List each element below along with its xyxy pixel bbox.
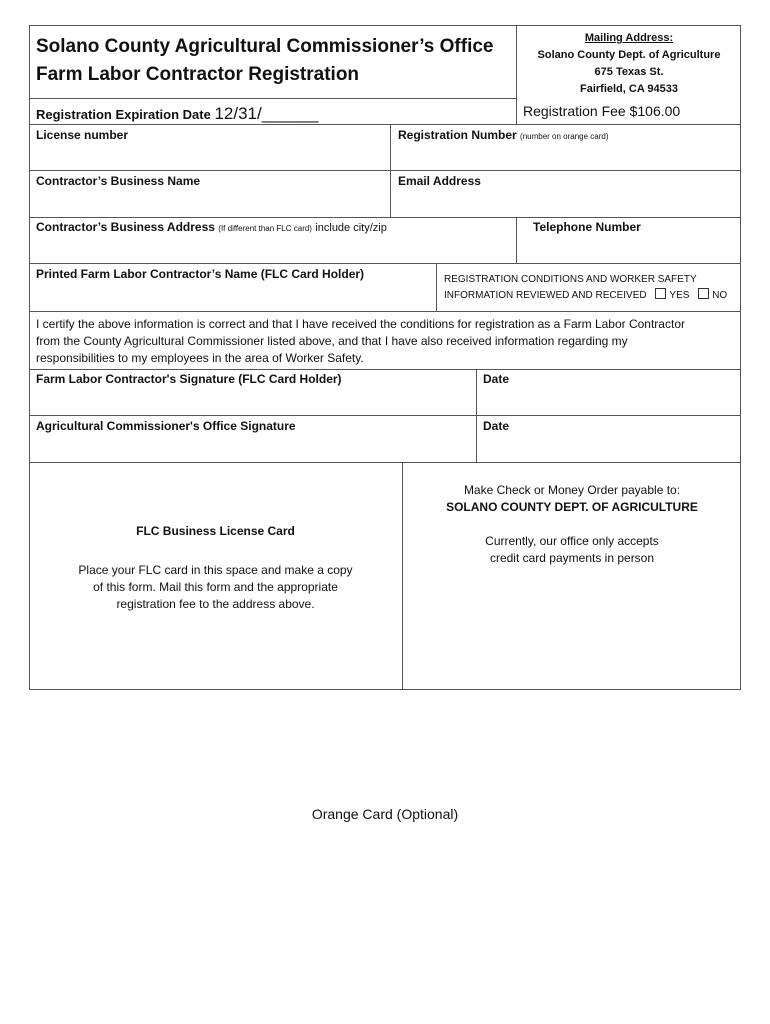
- printed-name-field[interactable]: Printed Farm Labor Contractor’s Name (FLC Card Holder): [36, 267, 365, 281]
- orange-card-label: Orange Card (Optional): [311, 806, 459, 822]
- payment-line1: Make Check or Money Order payable to:: [463, 483, 681, 497]
- business-address-field[interactable]: [36, 220, 387, 234]
- no-label: NO: [712, 290, 728, 301]
- telephone-field[interactable]: Telephone Number: [533, 220, 641, 234]
- license-number-field[interactable]: License number: [36, 128, 129, 142]
- mailing-address: [517, 30, 741, 98]
- expiration-value: 12/31/______: [214, 104, 319, 123]
- office-date-field[interactable]: Date: [483, 419, 510, 433]
- flc-signature-field[interactable]: Farm Labor Contractor's Signature (FLC Card Holder): [36, 372, 342, 386]
- certification-text: [36, 316, 685, 367]
- row-line: [29, 462, 741, 463]
- yes-label: YES: [669, 290, 690, 301]
- business-address-note: (If different than FLC card): [218, 224, 312, 233]
- business-address-suffix: include city/zip: [315, 222, 387, 234]
- payment-line3: credit card payments in person: [489, 551, 655, 565]
- row-line: [29, 415, 741, 416]
- card-box-line3: registration fee to the address above.: [116, 597, 315, 611]
- form-subtitle: Farm Labor Contractor Registration: [36, 64, 360, 85]
- conditions-block: [444, 272, 727, 304]
- payment-info: [403, 482, 741, 567]
- business-name-field[interactable]: Contractor’s Business Name: [36, 174, 201, 188]
- card-box-heading: FLC Business License Card: [136, 524, 295, 538]
- card-box-instructions: [29, 562, 402, 613]
- registration-fee: Registration Fee $106.00: [523, 103, 681, 119]
- conditions-line1: REGISTRATION CONDITIONS AND WORKER SAFETY: [444, 274, 697, 285]
- row-line: [29, 217, 741, 218]
- form-title: Solano County Agricultural Commissioner’s Office: [36, 36, 494, 57]
- yes-checkbox[interactable]: [655, 288, 666, 299]
- registration-number-label: Registration Number: [398, 128, 517, 142]
- row-line: [29, 311, 741, 312]
- registration-number-field[interactable]: [398, 128, 609, 142]
- no-checkbox[interactable]: [698, 288, 709, 299]
- certification-line1: I certify the above information is correct and that I have received the conditions for registration as a Farm Labor Contractor: [36, 317, 685, 331]
- card-box-line2: of this form. Mail this form and the appropriate: [93, 580, 338, 594]
- card-box-line1: Place your FLC card in this space and make a copy: [78, 563, 353, 577]
- mailing-line1: Solano County Dept. of Agriculture: [537, 49, 721, 61]
- row-line: [29, 263, 741, 264]
- mailing-line3: Fairfield, CA 94533: [579, 83, 679, 95]
- mailing-line2: 675 Texas St.: [594, 66, 664, 78]
- email-field[interactable]: Email Address: [398, 174, 481, 188]
- certification-line2: from the County Agricultural Commissioner listed above, and that I have also received information regarding my: [36, 334, 628, 348]
- row-line: [29, 124, 741, 125]
- signature-date-field[interactable]: Date: [483, 372, 510, 386]
- expiration-label: Registration Expiration Date: [36, 107, 211, 122]
- title-underline: [29, 98, 516, 99]
- certification-line3: responsibilities to my employees in the area of Worker Safety.: [36, 351, 364, 365]
- mailing-heading: Mailing Address:: [584, 32, 674, 44]
- row-line: [29, 170, 741, 171]
- col-divider: [516, 217, 517, 263]
- business-address-label: Contractor’s Business Address: [36, 220, 215, 234]
- office-signature-field[interactable]: Agricultural Commissioner's Office Signature: [36, 419, 296, 433]
- expiration-date[interactable]: [36, 104, 318, 124]
- payment-line2: Currently, our office only accepts: [485, 534, 659, 548]
- payment-payee: SOLANO COUNTY DEPT. OF AGRICULTURE: [446, 500, 698, 514]
- conditions-line2: INFORMATION REVIEWED AND RECEIVED: [444, 290, 647, 301]
- col-divider: [436, 263, 437, 311]
- row-line: [29, 369, 741, 370]
- registration-number-note: (number on orange card): [520, 132, 609, 141]
